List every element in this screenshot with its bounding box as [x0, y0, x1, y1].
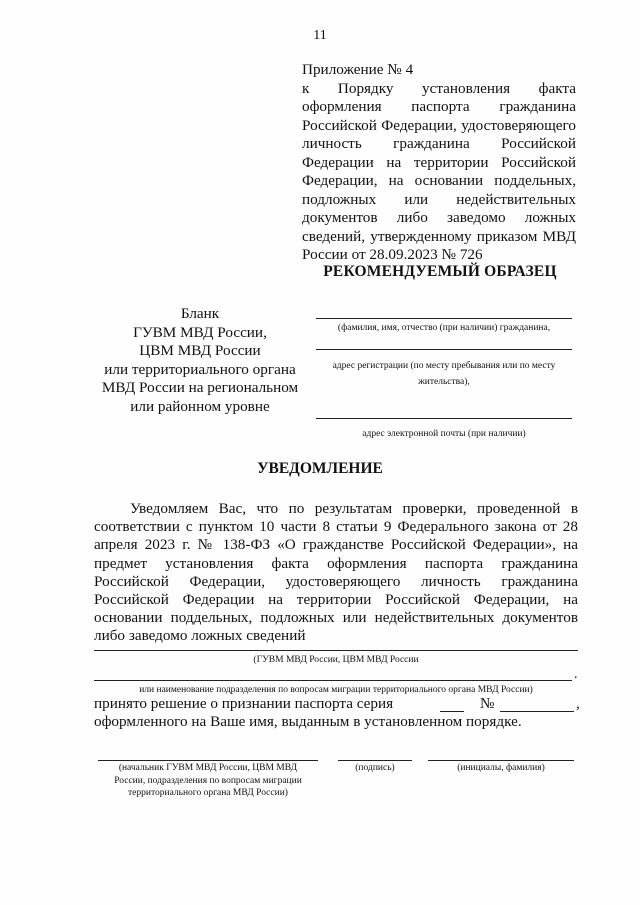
decision-text-line2: оформленного на Ваше имя, выданным в установленном порядке.: [94, 713, 522, 730]
authority-field-2[interactable]: [94, 680, 572, 681]
notice-paragraph: Уведомляем Вас, что по результатам проверки, проведенной в соответствии с пунктом 10 части 8 статьи 9 Федерального закона от 28 апреля 2023 г. № 138-ФЗ «О гражданстве Российской Федерации», на предмет установления факта оформления паспорта гражданина Российской Федерации, удостоверяющего личность гражданина Российской Федерации на территории Российской Федерации, на основании поддельных, подложных или недействительных документов либо заведомо ложных сведений: [94, 500, 578, 645]
position-field[interactable]: [98, 760, 318, 761]
notice-title: УВЕДОМЛЕНИЕ: [257, 460, 383, 477]
authority-caption: (ГУВМ МВД России, ЦВМ МВД России: [253, 655, 419, 665]
recipient-address-field[interactable]: [316, 349, 572, 350]
blank-line: или территориального органа: [104, 360, 296, 378]
initials-caption: (инициалы, фамилия): [457, 763, 545, 773]
decision-text: принято решение о признании паспорта серия: [94, 695, 394, 712]
number-sign: №: [480, 695, 495, 712]
appendix-body: к Порядку установления факта оформления паспорта гражданина Российской Федерации, удостоверяющего личность гражданина Российской Федерации на территории Российской Федерации, на основании поддельных, подложных или недействительных документов либо заведомо ложных сведений, утвержденному приказом МВД России от 28.09.2023 № 726: [302, 79, 576, 263]
authority-caption-2: или наименование подразделения по вопросам миграции территориального органа МВД России): [139, 685, 533, 695]
blank-line: ГУВМ МВД России,: [133, 323, 267, 341]
recipient-name-caption: (фамилия, имя, отчество (при наличии) гражданина,: [337, 323, 551, 333]
blank-line: МВД России на региональном: [101, 379, 299, 396]
recipient-address-caption-cont: жительства),: [418, 377, 470, 387]
blank-line: или районном уровне: [130, 397, 270, 415]
position-caption: (начальник ГУВМ МВД России, ЦВМ МВД России, подразделения по вопросам миграции территориального органа МВД России): [114, 763, 302, 798]
initials-field[interactable]: [428, 760, 574, 761]
sample-heading: РЕКОМЕНДУЕМЫЙ ОБРАЗЕЦ: [323, 263, 557, 280]
page-number: 11: [313, 28, 327, 43]
signature-field[interactable]: [338, 760, 412, 761]
letterhead-blank: [80, 305, 320, 416]
period-mark: .: [574, 667, 578, 682]
recipient-name-field[interactable]: [316, 318, 572, 319]
appendix-block: [302, 61, 576, 265]
recipient-email-field[interactable]: [316, 418, 572, 419]
decision-comma: ,: [576, 695, 580, 712]
appendix-title: Приложение № 4: [302, 61, 414, 78]
recipient-email-caption: адрес электронной почты (при наличии): [362, 429, 526, 439]
blank-line: Бланк: [180, 305, 220, 322]
authority-field[interactable]: [94, 650, 578, 651]
passport-series-field[interactable]: [440, 711, 464, 712]
passport-number-field[interactable]: [500, 711, 574, 712]
recipient-address-caption: адрес регистрации (по месту пребывания или по месту: [332, 361, 556, 371]
blank-line: ЦВМ МВД России: [139, 342, 261, 359]
signature-caption: (подпись): [355, 763, 395, 773]
